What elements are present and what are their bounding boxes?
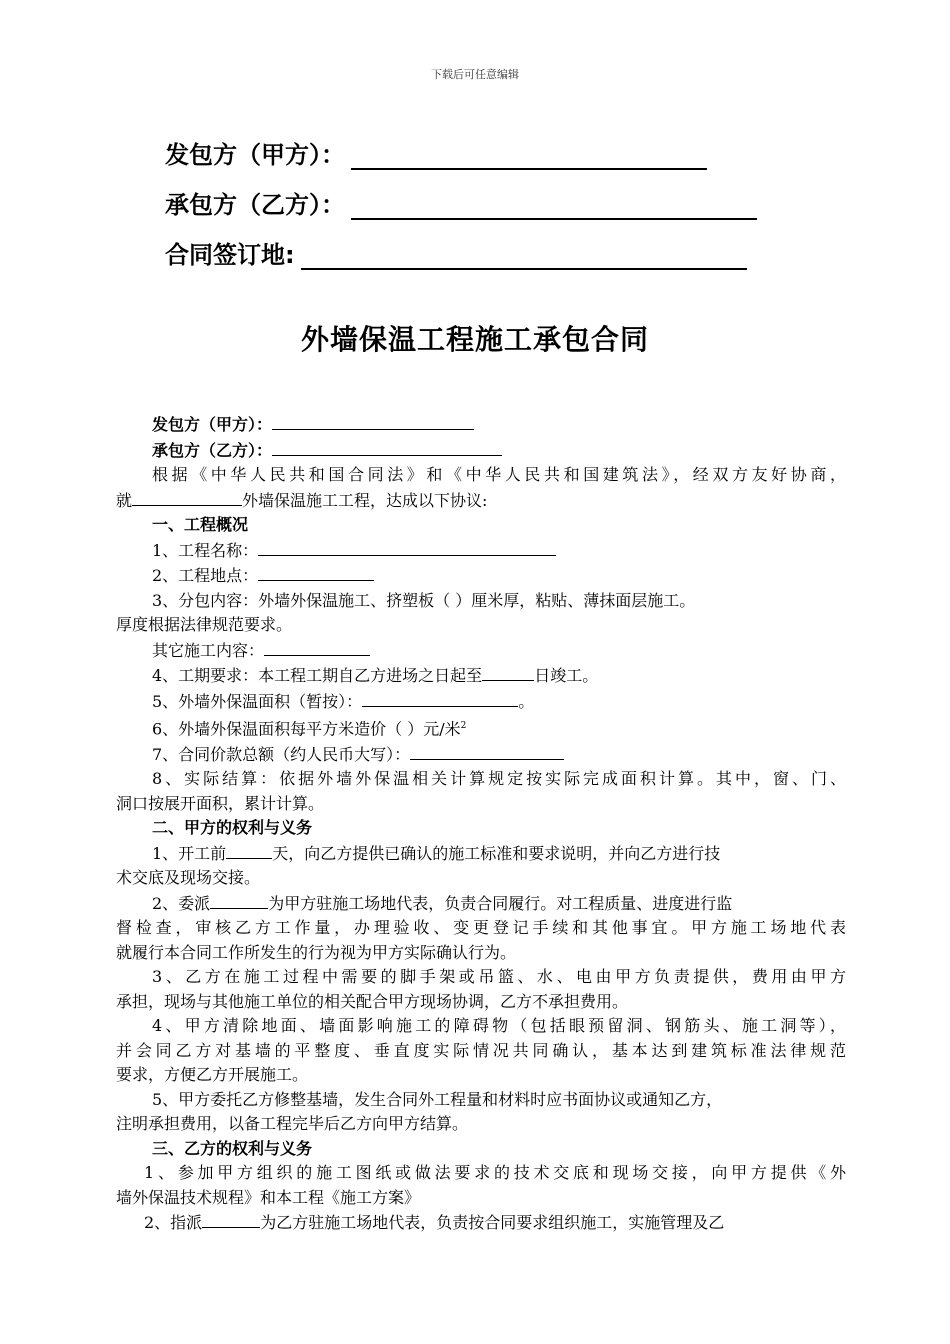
days-before-blank[interactable] xyxy=(226,841,272,859)
cover-sign-place-line xyxy=(165,220,757,270)
body-party-a: 发包方（甲方）： xyxy=(116,412,846,438)
contract-title: 外墙保温工程施工承包合同 xyxy=(300,323,649,356)
cover-party-b-label: 承包方（乙方）： xyxy=(165,191,345,219)
party-b-blank[interactable] xyxy=(272,438,502,456)
item-1-6: 6、外墙外保温面积每平方米造价（ ）元/米$^2$ xyxy=(152,719,467,739)
party-b-rep-blank[interactable] xyxy=(202,1210,260,1228)
item-2-3a: 3、乙方在施工过程中需要的脚手架或吊篮、水、电由甲方负责提供，费用由甲方 xyxy=(152,967,846,987)
header-note: 下载后可任意编辑 xyxy=(431,68,519,81)
section-1-heading: 一、工程概况 xyxy=(152,515,249,534)
item-2-5a: 5、甲方委托乙方修整基墙，发生合同外工程量和材料时应书面协议或通知乙方， xyxy=(152,1089,723,1109)
item-1-7: 7、合同价款总额（约人民币大写）： xyxy=(116,742,846,768)
party-a-rep-blank[interactable] xyxy=(210,891,268,909)
cover-party-b-blank[interactable] xyxy=(351,190,757,220)
other-content-blank[interactable] xyxy=(264,638,370,656)
party-a-blank[interactable] xyxy=(272,412,474,430)
item-2-2a: 2、委派 为甲方驻施工场地代表，负责合同履行。对工程质量、进度进行监 xyxy=(116,891,846,917)
cover-block xyxy=(165,120,757,270)
cover-party-b-line xyxy=(165,170,757,220)
item-1-5: 5、外墙外保温面积（暂按）： 。 xyxy=(116,689,846,715)
item-1-8a: 8、实际结算：依据外墙外保温相关计算规定按实际完成面积计算。其中，窗、门、 xyxy=(152,769,846,789)
item-3-1b: 墙外保温技术规程》和本工程《施工方案》 xyxy=(116,1187,421,1207)
section-3-heading: 三、乙方的权利与义务 xyxy=(152,1138,313,1158)
item-2-1c: 术交底及现场交接。 xyxy=(116,868,261,888)
cover-sign-place-blank[interactable] xyxy=(301,240,747,270)
item-1-other: 其它施工内容： xyxy=(116,638,846,664)
body-party-b: 承包方（乙方）： xyxy=(116,438,846,464)
item-2-2c: 督检查，审核乙方工作量，办理验收、变更登记手续和其他事宜。甲方施工场地代表 xyxy=(116,918,846,938)
completion-date-blank[interactable] xyxy=(482,663,534,681)
item-2-4c: 要求，方便乙方开展施工。 xyxy=(116,1065,309,1085)
project-name-blank[interactable] xyxy=(258,538,556,556)
item-3-1a: 1、参加甲方组织的施工图纸或做法要求的技术交底和现场交接，向甲方提供《外 xyxy=(144,1163,846,1183)
cover-party-a-label: 发包方（甲方）： xyxy=(165,141,345,169)
project-location-blank[interactable] xyxy=(258,563,374,581)
cover-sign-place-label: 合同签订地: xyxy=(165,241,295,269)
item-2-3b: 承担，现场与其他施工单位的相关配合甲方现场协调，乙方不承担费用。 xyxy=(116,991,629,1011)
cover-party-a-blank[interactable] xyxy=(351,140,707,170)
intro-line-1: 根据《中华人民共和国合同法》和《中华人民共和国建筑法》，经双方友好协商， xyxy=(152,465,846,484)
item-3-2a: 2、指派 为乙方驻施工场地代表，负责按合同要求组织施工，实施管理及乙 xyxy=(116,1210,846,1236)
item-1-4: 4、工期要求：本工程工期自乙方进场之日起至 日竣工。 xyxy=(116,663,846,689)
area-blank[interactable] xyxy=(362,689,518,707)
item-2-2d: 就履行本合同工作所发生的行为视为甲方实际确认行为。 xyxy=(116,942,517,962)
item-1-2: 2、工程地点： xyxy=(116,563,846,589)
total-price-blank[interactable] xyxy=(410,742,564,760)
item-1-8b: 洞口按展开面积，累计计算。 xyxy=(116,793,325,813)
item-2-4a: 4、甲方清除地面、墙面影响施工的障碍物（包括眼预留洞、钢筋头、施工洞等）， xyxy=(152,1016,846,1036)
item-2-4b: 并会同乙方对基墙的平整度、垂直度实际情况共同确认，基本达到建筑标准法律规范 xyxy=(116,1040,846,1060)
item-2-1a: 1、开工前 天，向乙方提供已确认的施工标准和要求说明，并向乙方进行技 xyxy=(116,841,846,867)
project-blank[interactable] xyxy=(132,488,242,506)
section-2-heading: 二、甲方的权利与义务 xyxy=(152,818,313,838)
item-1-1: 1、工程名称： xyxy=(116,538,846,564)
item-1-3b: 厚度根据法律规范要求。 xyxy=(116,615,293,634)
item-2-5b: 注明承担费用，以备工程完毕后乙方向甲方结算。 xyxy=(116,1114,469,1134)
item-1-3a: 3、分包内容：外墙外保温施工、挤塑板（ ）厘米厚，粘贴、薄抹面层施工。 xyxy=(152,590,696,610)
intro-line-2: 就 外墙保温施工工程，达成以下协议: xyxy=(116,488,846,514)
contract-body xyxy=(116,412,846,1236)
cover-party-a-line xyxy=(165,120,757,170)
